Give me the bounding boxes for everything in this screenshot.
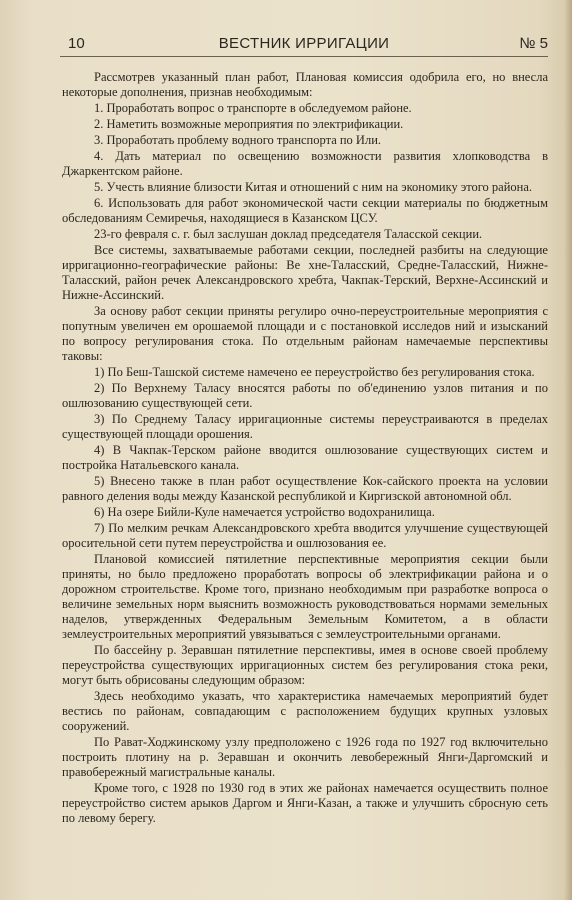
issue-number: № 5	[519, 35, 548, 52]
page-edge-shadow	[564, 0, 572, 900]
paragraph-item-2: 2. Наметить возможные мероприятия по электрификации.	[94, 117, 404, 131]
page-number: 10	[68, 35, 85, 52]
paragraph-talas-item-3: 3) По Среднему Таласу ирригационные системы переустраиваются в пределах существующей площади орошения.	[62, 412, 548, 441]
paragraph-intro: Рассмотрев указанный план работ, Плановая комиссия одобрила его, но внесла некоторые дополнения, признав необходимым:	[62, 70, 548, 99]
journal-title: ВЕСТНИК ИРРИГАЦИИ	[218, 35, 390, 52]
paragraph-talas-report: 23-го февраля с. г. был заслушан доклад председателя Таласской секции.	[94, 227, 483, 241]
paragraph-item-3: 3. Проработать проблему водного транспорта по Или.	[94, 133, 382, 147]
paragraph-item-5: 5. Учесть влияние близости Китая и отношений с ним на экономику этого района.	[94, 180, 533, 194]
paragraph-zeravshan-note: Здесь необходимо указать, что характеристика намечаемых мероприятий будет вестись по районам, совпадающим с расположением будущих крупных узловых сооружений.	[62, 689, 548, 733]
paragraph-item-6: 6. Использовать для работ экономической части секции материалы по бюджетным обследованиям Семиречья, находящиеся в Казанском ЦСУ.	[62, 196, 548, 225]
paragraph-talas-item-6: 6) На озере Бийли-Куле намечается устройство водохранилища.	[94, 505, 435, 519]
paragraph-item-4: 4. Дать материал по освещению возможности развития хлопководства в Джаркентском районе.	[62, 149, 548, 178]
paragraph-talas-item-5: 5) Внесено также в план работ осуществление Кок-сайского проекта на условии равного деления воды между Казанской республикой и Киргизской автономной обл.	[62, 474, 548, 503]
paragraph-talas-districts: Все системы, захватываемые работами секции, последней разбиты на следующие ирригационно-географические районы: Ве хне-Таласский, Средне-Таласский, Нижне-Таласский, район речек Александровского хребта, Чакпак-Терский, Верхне-Ассинский и Нижне-Ассинский.	[62, 243, 548, 302]
paragraph-ravat-khodzha: По Рават-Ходжинскому узлу предположено с 1926 года по 1927 год включительно построить плотину на р. Зеравшан и окончить левобережный Янги-Даргомский и правобережный магистральные каналы.	[62, 735, 548, 779]
paragraph-1928-1930: Кроме того, с 1928 по 1930 год в этих же районах намечается осуществить полное переустройство систем арыков Даргом и Янги-Казан, а также и улучшить сбросную сеть по левому берегу.	[62, 781, 548, 825]
paragraph-talas-basis: За основу работ секции приняты регулиро очно-переустроительные мероприятия с попутным увеличен ем орошаемой площади и с постановкой исследов ний и изысканий по вопросу регулирования стока. По отдельным районам намечаемые перспективы таковы:	[62, 304, 548, 363]
paragraph-talas-item-4: 4) В Чакпак-Терском районе вводится ошлюзование существующих систем и постройка Натальевского канала.	[62, 443, 548, 472]
paragraph-talas-item-2: 2) По Верхнему Таласу вносятся работы по об'единению узлов питания и по ошлюзованию существующей сети.	[62, 381, 548, 410]
paragraph-talas-item-7: 7) По мелким речкам Александровского хребта вводится улучшение существующей оросительной сети путем переустройства и ошлюзования ее.	[62, 521, 548, 550]
paragraph-commission-decision: Плановой комиссией пятилетние перспективные мероприятия секции были приняты, но было предложено проработать вопросы об электрификации района и о дорожном строительстве. Кроме того, признано необходимым при разработке вопроса о величине земельных норм выяснить возможность руководствоваться нормами земельных наделов, утвержденных Федеральным Земельным Комитетом, а в области землеустроительных мероприятий увязываться с землеустроительными органами.	[62, 552, 548, 641]
paragraph-item-1: 1. Проработать вопрос о транспорте в обследуемом районе.	[94, 101, 412, 115]
article-body	[62, 70, 548, 826]
running-header	[60, 34, 548, 57]
paragraph-talas-item-1: 1) По Беш-Ташской системе намечено ее переустройство без регулирования стока.	[94, 365, 535, 379]
paragraph-zeravshan-intro: По бассейну р. Зеравшан пятилетние перспективы, имея в основе своей проблему переустройства существующих ирригационных систем без регулирования стока реки, могут быть обрисованы следующим образом:	[62, 643, 548, 687]
